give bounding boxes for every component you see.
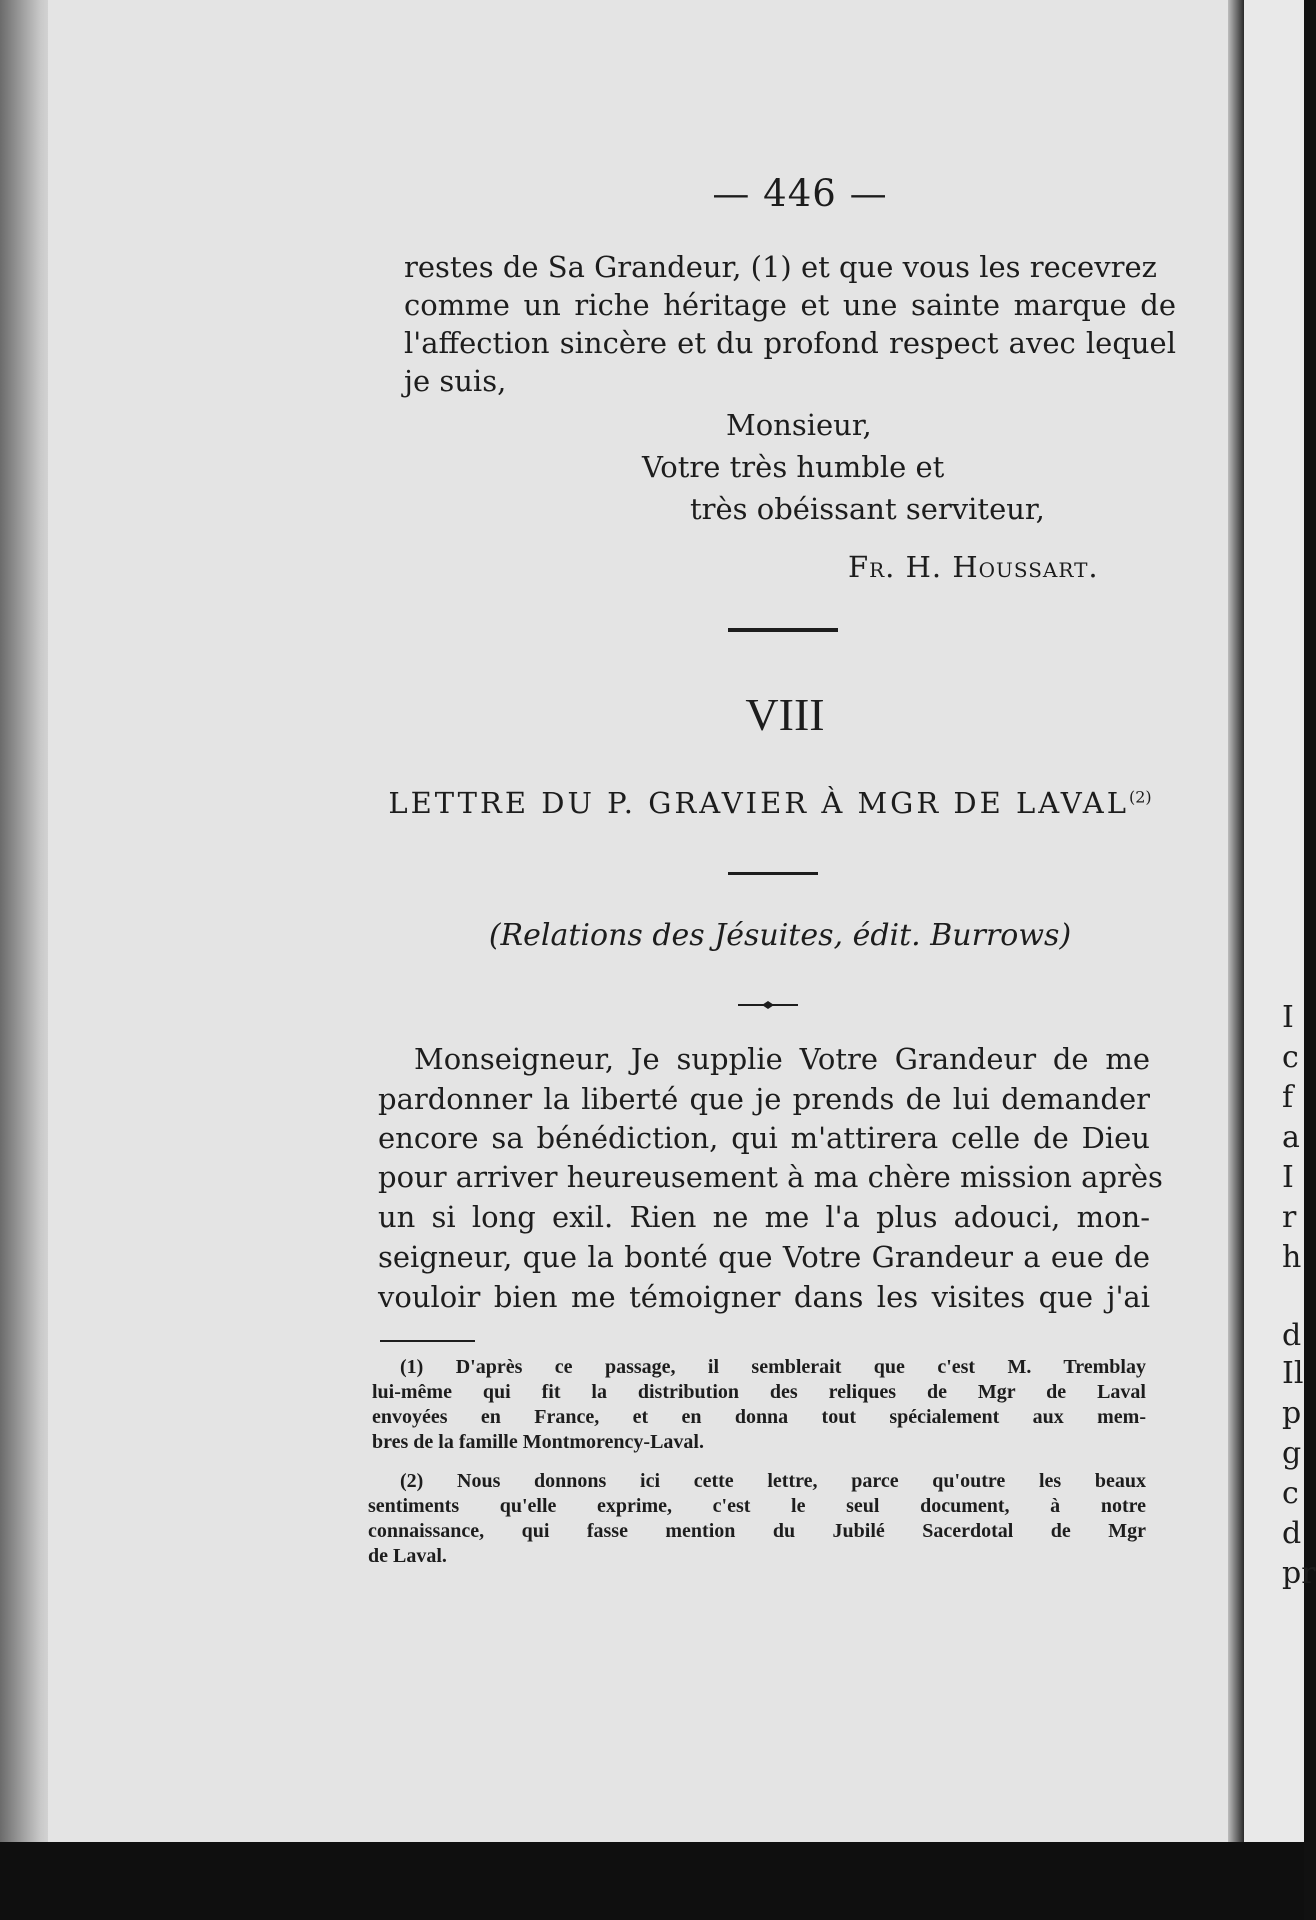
book-gutter xyxy=(1228,0,1244,1842)
facing-page-fragment: c xyxy=(1282,1476,1299,1511)
footnote-reference: (2) xyxy=(1128,787,1152,807)
facing-page-fragment: r xyxy=(1282,1200,1297,1235)
footnote-2-line: connaissance, qui fasse mention du Jubilé Sacerdotal de Mgr xyxy=(368,1520,1146,1542)
scan-bottom-border xyxy=(0,1842,1304,1920)
facing-page-fragment: d xyxy=(1282,1516,1302,1551)
line-text: restes de Sa Grandeur, (1) et que vous les recevrez xyxy=(404,250,1157,284)
facing-page-fragment: p xyxy=(1282,1396,1302,1431)
body-line: pour arriver heureusement à ma chère mission après xyxy=(378,1160,1163,1194)
footnote-1-line: lui-même qui fit la distribution des reliques de Mgr de Laval xyxy=(372,1381,1146,1403)
body-line: un si long exil. Rien ne me l'a plus adouci, mon- xyxy=(378,1200,1150,1234)
closing-salutation: Monsieur, xyxy=(726,408,872,442)
facing-page-fragment: a xyxy=(1282,1120,1300,1155)
facing-page-fragment: c xyxy=(1282,1040,1299,1075)
section-divider xyxy=(728,628,838,632)
section-title-text: LETTRE DU P. GRAVIER À MGR DE LAVAL xyxy=(388,786,1129,820)
section-number: VIII xyxy=(745,689,825,740)
source-citation: (Relations des Jésuites, édit. Burrows) xyxy=(488,918,1072,953)
footnote-1-line: envoyées en France, et en donna tout spécialement aux mem- xyxy=(372,1406,1146,1428)
body-line: Monseigneur, Je supplie Votre Grandeur de me xyxy=(414,1042,1150,1076)
paragraph-line: comme un riche héritage et une sainte marque de xyxy=(404,288,1176,322)
signature: Fr. H. Houssart. xyxy=(848,550,1099,584)
paragraph-line: l'affection sincère et du profond respect avec lequel xyxy=(404,326,1176,360)
page-number: — 446 — xyxy=(712,172,888,215)
facing-page-fragment: g xyxy=(1282,1436,1302,1471)
footnote-2-line: de Laval. xyxy=(368,1545,447,1567)
footnote-1-line: bres de la famille Montmorency-Laval. xyxy=(372,1431,704,1453)
footnote-2-line: (2) Nous donnons ici cette lettre, parce qu'outre les beaux xyxy=(400,1470,1146,1492)
facing-page-fragment: pr xyxy=(1282,1556,1316,1591)
body-line: vouloir bien me témoigner dans les visites que j'ai xyxy=(378,1280,1150,1314)
facing-page-fragment: d xyxy=(1282,1318,1302,1353)
ornament-divider xyxy=(738,995,798,1015)
footnote-rule xyxy=(380,1340,475,1342)
footnote-2-line: sentiments qu'elle exprime, c'est le seul document, à notre xyxy=(368,1495,1146,1517)
closing-line: très obéissant serviteur, xyxy=(690,492,1045,526)
facing-page-fragment: f xyxy=(1282,1080,1294,1115)
body-line: seigneur, que la bonté que Votre Grandeur a eue de xyxy=(378,1240,1150,1274)
facing-page-fragment: I xyxy=(1282,1000,1294,1035)
facing-page-fragment: h xyxy=(1282,1240,1302,1275)
section-title xyxy=(380,786,1160,820)
paragraph-line xyxy=(404,250,1176,284)
facing-page-fragment: Il xyxy=(1282,1356,1304,1391)
paragraph-line: je suis, xyxy=(404,364,507,398)
closing-line: Votre très humble et xyxy=(642,450,945,484)
body-line: pardonner la liberté que je prends de lui demander xyxy=(378,1082,1150,1116)
title-divider xyxy=(728,872,818,875)
body-line: encore sa bénédiction, qui m'attirera celle de Dieu xyxy=(378,1121,1150,1155)
facing-page-fragment: I xyxy=(1282,1160,1294,1195)
footnote-1-line: (1) D'après ce passage, il semblerait que c'est M. Tremblay xyxy=(400,1356,1146,1378)
